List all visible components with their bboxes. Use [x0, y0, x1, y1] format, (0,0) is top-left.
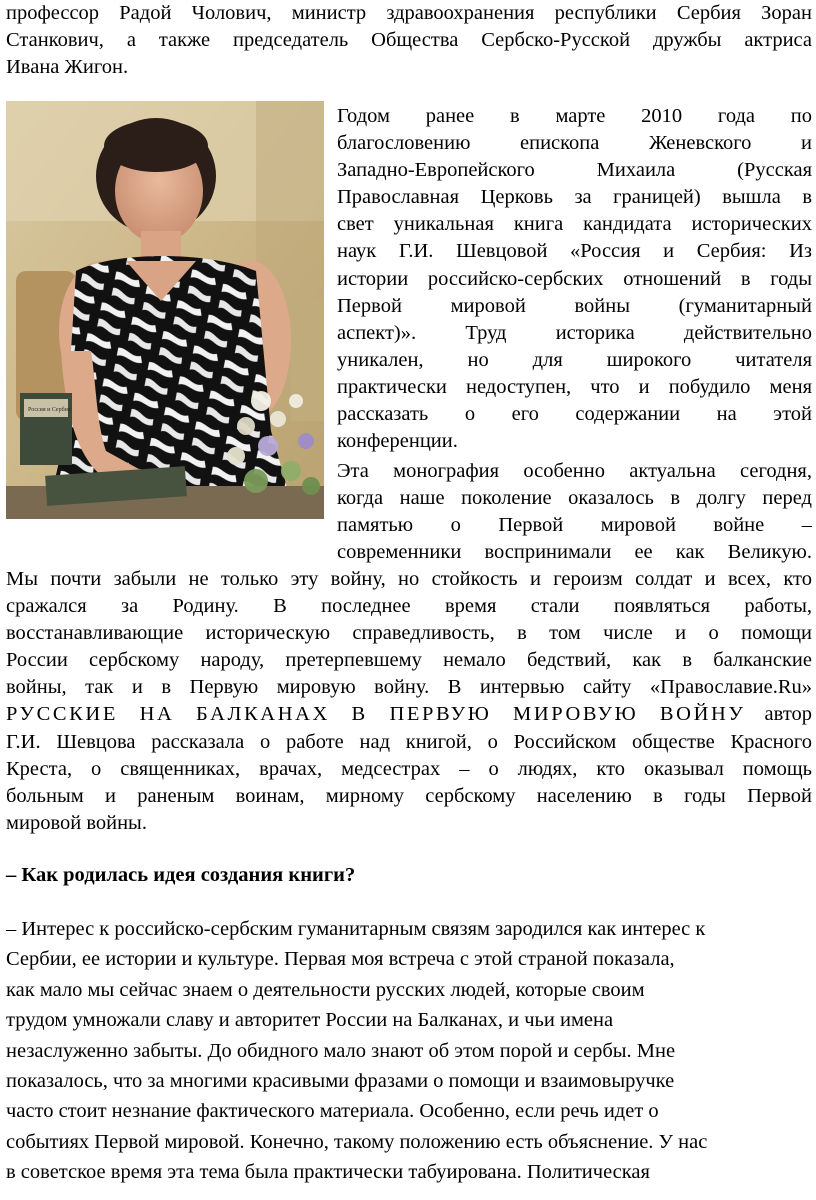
- portrait-photo: [6, 101, 324, 519]
- intro-paragraph: [6, 0, 812, 81]
- text-line: Сербии, ее истории и культуре. Первая моя встреча с этой страной показала,: [6, 948, 675, 971]
- column-paragraph: [337, 103, 812, 455]
- text-line: часто стоит незнание фактического материала. Особенно, если речь идет о: [6, 1100, 659, 1123]
- text-line: как мало мы сейчас знаем о деятельности русских людей, которые своим: [6, 978, 645, 1001]
- text-line: рассказать о его содержании на этой: [337, 403, 812, 426]
- text-line: практически недоступен, что и побудило меня: [337, 375, 812, 398]
- text-line: когда наше поколение оказалось в долгу перед: [337, 487, 812, 510]
- answer-paragraph: [6, 914, 812, 1188]
- text-line: больным и раненым воинам, мирному сербскому населению в годы Первой: [6, 784, 812, 807]
- text-line: аспект)». Труд историка действительно: [337, 321, 812, 344]
- text-line: незаслуженно забыты. До обидного мало знают об этом порой и сербы. Мне: [6, 1039, 676, 1062]
- text-line: Первой мировой войны (гуманитарный: [337, 294, 812, 317]
- text-line: войны, так и в Первую мировую войну. В интервью сайту «Православие.Ru»: [6, 676, 812, 699]
- column-second-paragraph: [337, 458, 812, 566]
- text-line: Годом ранее в марте 2010 года по: [337, 105, 812, 127]
- text-line: России сербскому народу, претерпевшему немало бедствий, как в балканские: [6, 649, 812, 672]
- text-line: Западно-Европейского Михаила (Русская: [337, 159, 812, 182]
- text-line: сражался за Родину. В последнее время стали появляться работы,: [6, 595, 812, 618]
- text-line: свет уникальная книга кандидата исторических: [337, 213, 812, 236]
- text-line: мировой войны.: [6, 811, 147, 834]
- text-line: Православная Церковь за границей) вышла в: [337, 186, 812, 209]
- caps-suffix: автор: [764, 703, 813, 726]
- wide-paragraph: [6, 566, 812, 837]
- text-line: Мы почти забыли не только эту войну, но стойкость и героизм солдат и всех, кто: [6, 568, 812, 590]
- text-line: событиях Первой мировой. Конечно, такому положению есть объяснение. У нас: [6, 1130, 708, 1153]
- text-line: Г.И. Шевцова рассказала о работе над книгой, о Российском обществе Красного: [6, 730, 812, 753]
- question-heading: – Как родилась идея создания книги?: [6, 864, 356, 886]
- text-line: уникален, но для широкого читателя: [337, 348, 812, 371]
- text-line: профессор Радой Чолович, министр здравоохранения республики Сербия Зоран: [6, 2, 812, 24]
- book-cover-text: Россия и Сербия: [28, 407, 71, 413]
- text-line: современники воспринимали ее как Великую.: [337, 541, 812, 564]
- text-line: благословению епископа Женевского и: [337, 132, 812, 155]
- text-line: конференции.: [337, 430, 458, 453]
- text-line: Станкович, а также председатель Общества Сербско-Русской дружбы актриса: [6, 29, 812, 52]
- text-line: Ивана Жигон.: [6, 56, 129, 79]
- text-line: истории российско-сербских отношений в годы: [337, 267, 812, 290]
- text-line: Эта монография особенно актуальна сегодня,: [337, 460, 812, 482]
- interview-title: РУССКИЕ НА БАЛКАНАХ В ПЕРВУЮ МИРОВУЮ ВОЙНУ: [6, 703, 746, 726]
- text-line: Креста, о священниках, врачах, медсестрах – о людях, кто оказывал помощь: [6, 757, 812, 780]
- text-line: в советское время эта тема была практически табуирована. Политическая: [6, 1161, 650, 1184]
- text-line: наук Г.И. Шевцовой «Россия и Сербия: Из: [337, 240, 812, 263]
- text-line: показалось, что за многими красивыми фразами о помощи и взаимовыручке: [6, 1070, 675, 1093]
- text-line: памятью о Первой мировой войне –: [337, 514, 812, 537]
- portrait-photo-image: [6, 101, 324, 519]
- text-line: трудом умножали славу и авторитет России на Балканах, и чьи имена: [6, 1009, 614, 1032]
- text-line: – Интерес к российско-сербским гуманитарным связям зародился как интерес к: [6, 918, 706, 940]
- text-line: восстанавливающие историческую справедливость, в том числе и о помощи: [6, 622, 812, 645]
- caps-line: [6, 701, 812, 728]
